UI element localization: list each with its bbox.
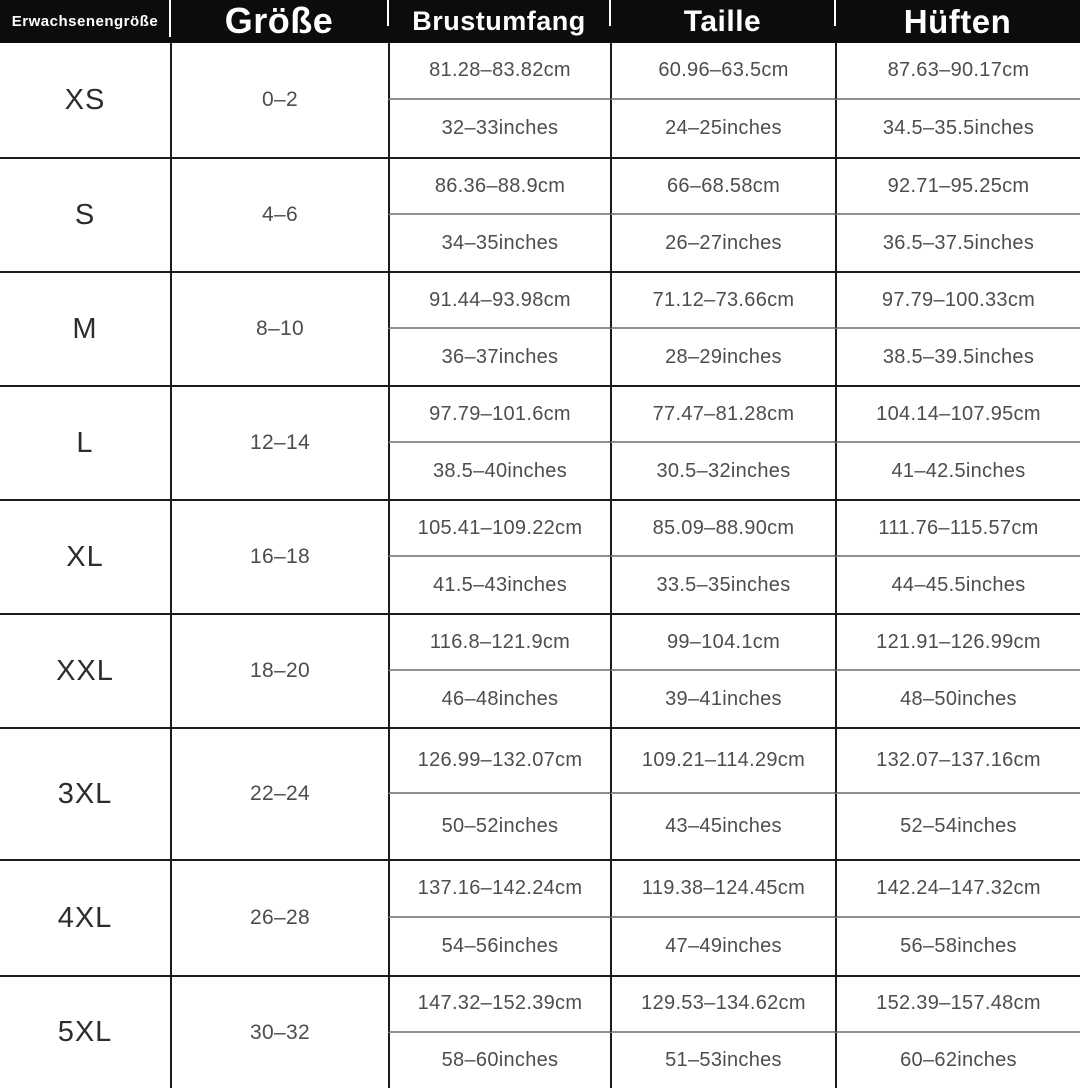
waist-inches-value: 51–53inches [610,1033,835,1088]
waist-inches-value: 30.5–32inches [610,443,835,499]
size-row [0,157,1080,271]
bust-cm-value: 147.32–152.39cm [388,977,610,1033]
bust-cm-value: 81.28–83.82cm [388,43,610,100]
hips-cm-value: 121.91–126.99cm [835,615,1080,671]
hips-cm-value: 87.63–90.17cm [835,43,1080,100]
waist-inches-value: 26–27inches [610,215,835,271]
waist-cm-value: 99–104.1cm [610,615,835,671]
size-label: XXL [56,654,114,687]
hips-cm-value: 152.39–157.48cm [835,977,1080,1033]
waist-cm-value: 60.96–63.5cm [610,43,835,100]
size-label: XL [66,540,104,573]
waist-inches-value: 33.5–35inches [610,557,835,613]
hips-cm-value: 111.76–115.57cm [835,501,1080,557]
waist-cm-value: 119.38–124.45cm [610,861,835,918]
header-bust-column: Brustumfang [388,0,610,43]
size-label: L [76,426,94,459]
us-size-range: 8–10 [170,273,388,385]
waist-inches-value: 39–41inches [610,671,835,727]
bust-cm-value: 91.44–93.98cm [388,273,610,329]
bust-inches-value: 34–35inches [388,215,610,271]
bust-inches-value: 41.5–43inches [388,557,610,613]
bust-cm-value: 86.36–88.9cm [388,159,610,215]
bust-inches-value: 54–56inches [388,918,610,975]
size-row [0,975,1080,1088]
bust-cm-value: 97.79–101.6cm [388,387,610,443]
waist-inches-value: 28–29inches [610,329,835,385]
header-adult-size: Erwachsenengröße [0,0,170,43]
size-label: XS [64,83,106,116]
size-row [0,859,1080,975]
waist-cm-value: 71.12–73.66cm [610,273,835,329]
us-size-range: 12–14 [170,387,388,499]
waist-cm-value: 85.09–88.90cm [610,501,835,557]
size-label: S [74,198,96,231]
bust-cm-value: 137.16–142.24cm [388,861,610,918]
hips-cm-value: 132.07–137.16cm [835,729,1080,794]
table-body [0,43,1080,1088]
bust-inches-value: 36–37inches [388,329,610,385]
size-row [0,727,1080,859]
us-size-range: 16–18 [170,501,388,613]
us-size-range: 22–24 [170,729,388,859]
hips-inches-value: 52–54inches [835,794,1080,859]
hips-inches-value: 34.5–35.5inches [835,100,1080,157]
bust-inches-value: 50–52inches [388,794,610,859]
hips-inches-value: 36.5–37.5inches [835,215,1080,271]
hips-inches-value: 44–45.5inches [835,557,1080,613]
hips-cm-value: 92.71–95.25cm [835,159,1080,215]
hips-inches-value: 48–50inches [835,671,1080,727]
bust-inches-value: 32–33inches [388,100,610,157]
waist-cm-value: 77.47–81.28cm [610,387,835,443]
waist-cm-value: 66–68.58cm [610,159,835,215]
table-header-row [0,0,1080,43]
hips-cm-value: 104.14–107.95cm [835,387,1080,443]
bust-inches-value: 46–48inches [388,671,610,727]
us-size-range: 26–28 [170,861,388,975]
size-label: 3XL [57,777,113,810]
header-hips-column: Hüften [903,3,1012,40]
size-label: M [72,312,98,345]
bust-cm-value: 126.99–132.07cm [388,729,610,794]
hips-cm-value: 97.79–100.33cm [835,273,1080,329]
hips-cm-value: 142.24–147.32cm [835,861,1080,918]
hips-inches-value: 38.5–39.5inches [835,329,1080,385]
bust-inches-value: 58–60inches [388,1033,610,1088]
bust-inches-value: 38.5–40inches [388,443,610,499]
size-row [0,271,1080,385]
waist-inches-value: 43–45inches [610,794,835,859]
waist-inches-value: 24–25inches [610,100,835,157]
size-row [0,499,1080,613]
size-row [0,385,1080,499]
size-row [0,43,1080,157]
waist-cm-value: 109.21–114.29cm [610,729,835,794]
waist-inches-value: 47–49inches [610,918,835,975]
waist-cm-value: 129.53–134.62cm [610,977,835,1033]
bust-cm-value: 116.8–121.9cm [388,615,610,671]
us-size-range: 0–2 [170,43,388,157]
us-size-range: 4–6 [170,159,388,271]
us-size-range: 18–20 [170,615,388,727]
size-label: 4XL [57,901,113,934]
us-size-range: 30–32 [170,977,388,1088]
hips-inches-value: 56–58inches [835,918,1080,975]
hips-inches-value: 60–62inches [835,1033,1080,1088]
header-size-column: Größe [170,0,388,43]
size-label: 5XL [57,1016,113,1048]
size-row [0,613,1080,727]
hips-inches-value: 41–42.5inches [835,443,1080,499]
bust-cm-value: 105.41–109.22cm [388,501,610,557]
header-waist-column: Taille [610,0,835,43]
